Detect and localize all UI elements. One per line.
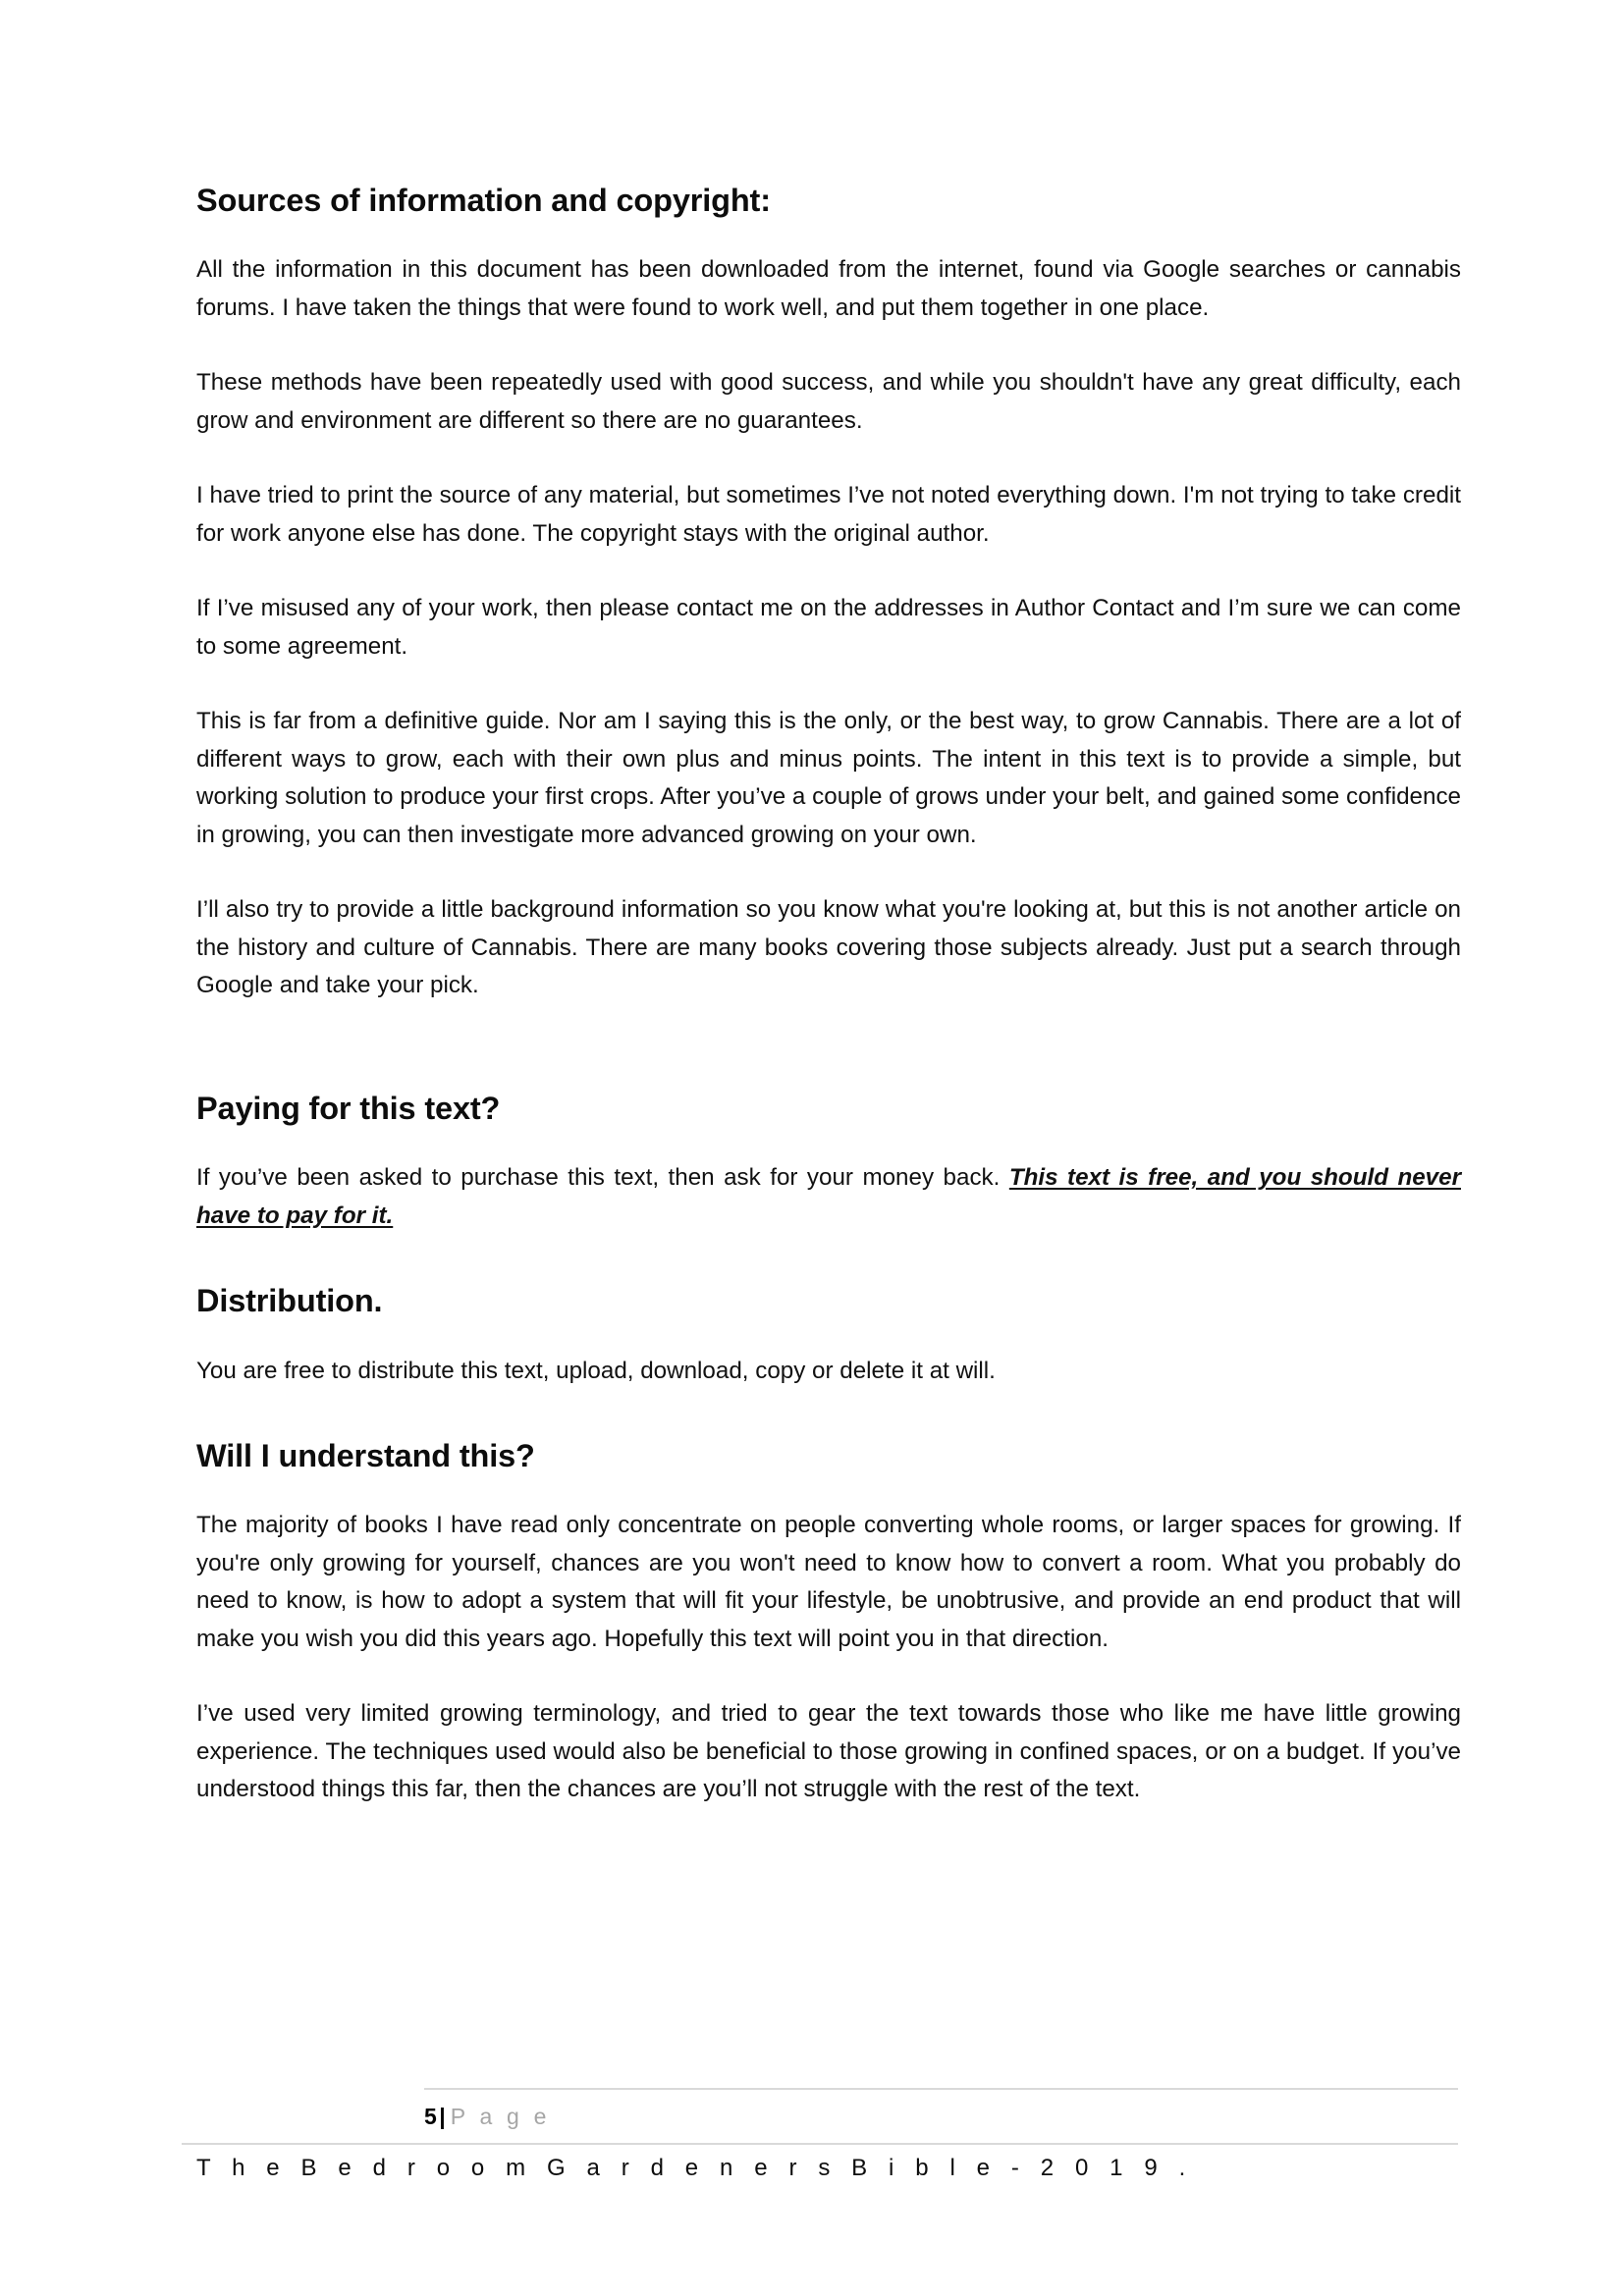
paragraph-downloaded-from-internet: All the information in this document has been downloaded from the internet, found via Google searches or cannabis forums. I have taken the things that were found to work well, and put them together in one place. (196, 256, 1461, 321)
section-paying-for-this-text (196, 1090, 1461, 1127)
page-footer (0, 2061, 1624, 2238)
spacer (196, 327, 1461, 364)
footer-page-number: 5 (424, 2104, 438, 2129)
paragraph-free-to-distribute: You are free to distribute this text, upload, download, copy or delete it at will. (196, 1357, 996, 1384)
spacer (196, 666, 1461, 703)
spacer (196, 219, 1461, 251)
spacer (196, 1127, 1461, 1159)
heading-paying-for-this-text: Paying for this text? (196, 1090, 501, 1126)
footer-separator: | (439, 2104, 446, 2129)
spacer (196, 1390, 1461, 1437)
paragraph-ask-for-money-back (196, 1159, 1461, 1235)
spacer (196, 1320, 1461, 1353)
paragraph-limited-growing-terminology: I’ve used very limited growing terminology, and tried to gear the text towards those who like me have little growing experience. The techniques used would also be beneficial to those growing in confined spaces, or on a budget. If you’ve understood things this far, then the chances are you’ll not struggle with the rest of the text. (196, 1700, 1461, 1803)
paragraph-ask-for-money-back-intro: If you’ve been asked to purchase this text, then ask for your money back. (196, 1164, 1009, 1192)
footer-divider-bottom (182, 2143, 1458, 2145)
spacer (196, 1005, 1461, 1090)
footer-page-indicator (424, 2094, 1458, 2139)
spacer (196, 553, 1461, 590)
footer-divider-top (424, 2088, 1458, 2090)
spacer (196, 1235, 1461, 1282)
spacer (196, 854, 1461, 891)
section-will-i-understand-this (196, 1437, 1461, 1474)
paragraph-print-the-source: I have tried to print the source of any material, but sometimes I’ve not noted everything down. I'm not trying to take credit for work anyone else has done. The copyright stays with the original author. (196, 482, 1461, 547)
page-content (196, 182, 1461, 1809)
paragraph-background-information: I’ll also try to provide a little background information so you know what you're looking at, but this is not another article on the history and culture of Cannabis. There are many books covering those subjects already. Just put a search through Google and take your pick. (196, 896, 1461, 999)
emphasis-text-is-free: This text is free, and you should never have to pay for it. (196, 1164, 1461, 1229)
section-distribution (196, 1282, 1461, 1319)
paragraph-methods-repeatedly-used: These methods have been repeatedly used with good success, and while you shouldn't have any great difficulty, each grow and environment are different so there are no guarantees. (196, 369, 1461, 434)
footer-book-title: T h e B e d r o o m G a r d e n e r s B i b l e - 2 0 1 9 . (196, 2155, 1193, 2181)
section-sources-of-information (196, 182, 1461, 219)
spacer (196, 440, 1461, 477)
heading-distribution: Distribution. (196, 1283, 383, 1319)
paragraph-misused-your-work: If I’ve misused any of your work, then please contact me on the addresses in Author Contact and I’m sure we can come to some agreement. (196, 595, 1461, 660)
spacer (196, 1474, 1461, 1507)
paragraph-not-definitive-guide: This is far from a definitive guide. Nor am I saying this is the only, or the best way, to grow Cannabis. There are a lot of different ways to grow, each with their own plus and minus points. The intent in this text is to provide a simple, but working solution to produce your first crops. After you’ve a couple of grows under your belt, and gained some confidence in growing, you can then investigate more advanced growing on your own. (196, 708, 1461, 848)
heading-sources-of-information: Sources of information and copyright: (196, 183, 771, 218)
spacer (196, 1658, 1461, 1695)
footer-page-word: P a g e (450, 2104, 551, 2129)
paragraph-majority-of-books: The majority of books I have read only concentrate on people converting whole rooms, or larger spaces for growing. If you're only growing for yourself, chances are you won't need to know how to convert a room. What you probably do need to know, is how to adopt a system that will fit your lifestyle, be unobtrusive, and provide an end product that will make you wish you did this years ago. Hopefully this text will point you in that direction. (196, 1512, 1461, 1652)
heading-will-i-understand-this: Will I understand this? (196, 1438, 535, 1474)
